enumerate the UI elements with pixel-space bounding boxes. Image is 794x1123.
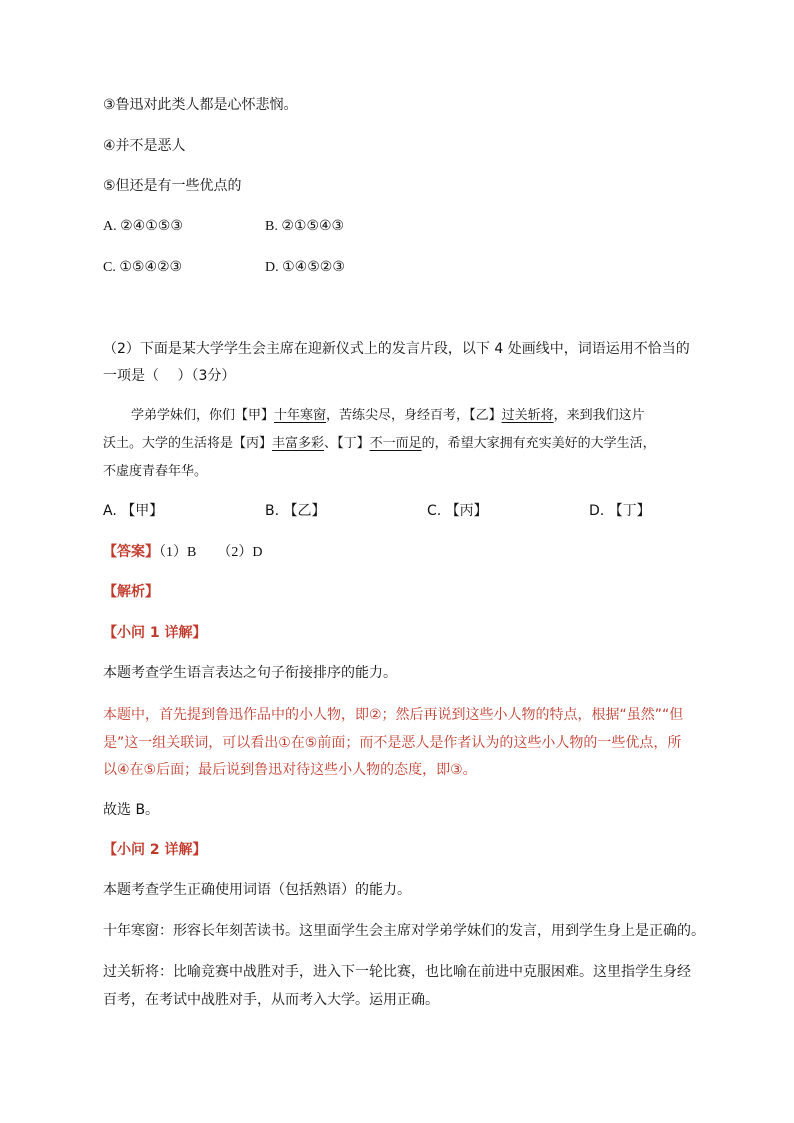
passage-line-2 [103, 430, 693, 458]
tag-jia: 【甲】 [235, 408, 275, 423]
sub1-line-1: 本题考查学生语言表达之句子衔接排序的能力。 [103, 665, 397, 681]
passage-text: ，苦练尖尽，身经百考， [326, 408, 470, 423]
tag-ding: 【丁】 [337, 436, 370, 451]
passage-text: 沃土。大学的生活将是 [103, 436, 234, 451]
q1-option-c: C. ①⑤④②③ [103, 260, 183, 275]
q1-option-d: D. ①④⑤②③ [265, 260, 345, 275]
sub1-para-line-3: 以④在⑤后面；最后说到鲁迅对待这些小人物的态度，即③。 [103, 762, 477, 778]
passage-text: 学弟学妹们，你们 [131, 408, 236, 423]
passage-text: 的，希望大家拥有充实美好的大学生活， [421, 436, 656, 451]
q1-option-b: B. ②①⑤④③ [265, 219, 345, 234]
answer-line [103, 542, 262, 563]
passage-line-1 [103, 402, 693, 430]
q1-item-4: ④并不是恶人 [103, 138, 186, 154]
sub2-line-3b: 百考，在考试中战胜对手，从而考入大学。运用正确。 [103, 992, 439, 1008]
q2-passage [103, 402, 693, 486]
passage-text: 不虚度青春年华。 [103, 464, 208, 479]
sub2-line-1: 本题考查学生正确使用词语（包括熟语）的能力。 [103, 882, 411, 898]
sub2-line-3a: 过关斩将：比喻竞赛中战胜对手，进入下一轮比赛，也比喻在前进中克服困难。这里指学生身经 [103, 964, 691, 980]
underlined-word-bing: 丰富多彩 [272, 436, 325, 451]
analysis-label: 【解析】 [103, 584, 159, 600]
sub2-title: 【小问 2 详解】 [103, 842, 207, 858]
answer-text: （1）B （2）D [159, 545, 263, 560]
q1-item-5: ⑤但还是有一些优点的 [103, 178, 242, 194]
sub1-para-line-2: 是”这一组关联词，可以看出①在⑤前面；而不是恶人是作者认为的这些小人物的一些优点，所 [103, 735, 682, 751]
q2-stem-line-1: （2）下面是某大学学生会主席在迎新仪式上的发言片段，以下 4 处画线中，词语运用不恰当的 [103, 341, 690, 357]
underlined-word-yi: 过关斩将 [501, 408, 554, 423]
sub1-conclusion: 故选 B。 [103, 802, 160, 818]
sub1-title: 【小问 1 详解】 [103, 625, 207, 641]
sub1-para-line-1: 本题中，首先提到鲁迅作品中的小人物，即②；然后再说到这些小人物的特点，根据“虽然”“但 [103, 707, 684, 723]
passage-line-3 [103, 458, 693, 486]
tag-bing: 【丙】 [233, 436, 273, 451]
passage-text: 、 [324, 436, 338, 451]
q1-item-3: ③鲁迅对此类人都是心怀悲悯。 [103, 97, 298, 113]
underlined-word-jia: 十年寒窗 [274, 408, 327, 423]
tag-yi: 【乙】 [469, 408, 502, 423]
underlined-word-ding: 不一而足 [369, 436, 422, 451]
q1-option-a: A. ②④①⑤③ [103, 219, 183, 234]
answer-label: 【答案】 [103, 544, 159, 560]
q2-stem-line-2: 一项是（ ）（3分） [103, 368, 236, 384]
q2-option-c: C. 【丙】 [427, 503, 488, 519]
passage-text: ，来到我们这片 [553, 408, 645, 423]
q2-option-a: A. 【甲】 [103, 503, 164, 519]
q2-option-d: D. 【丁】 [589, 503, 651, 519]
q2-option-b: B. 【乙】 [265, 503, 326, 519]
sub2-line-2: 十年寒窗：形容长年刻苦读书。这里面学生会主席对学弟学妹们的发言，用到学生身上是正确的。 [103, 923, 705, 939]
